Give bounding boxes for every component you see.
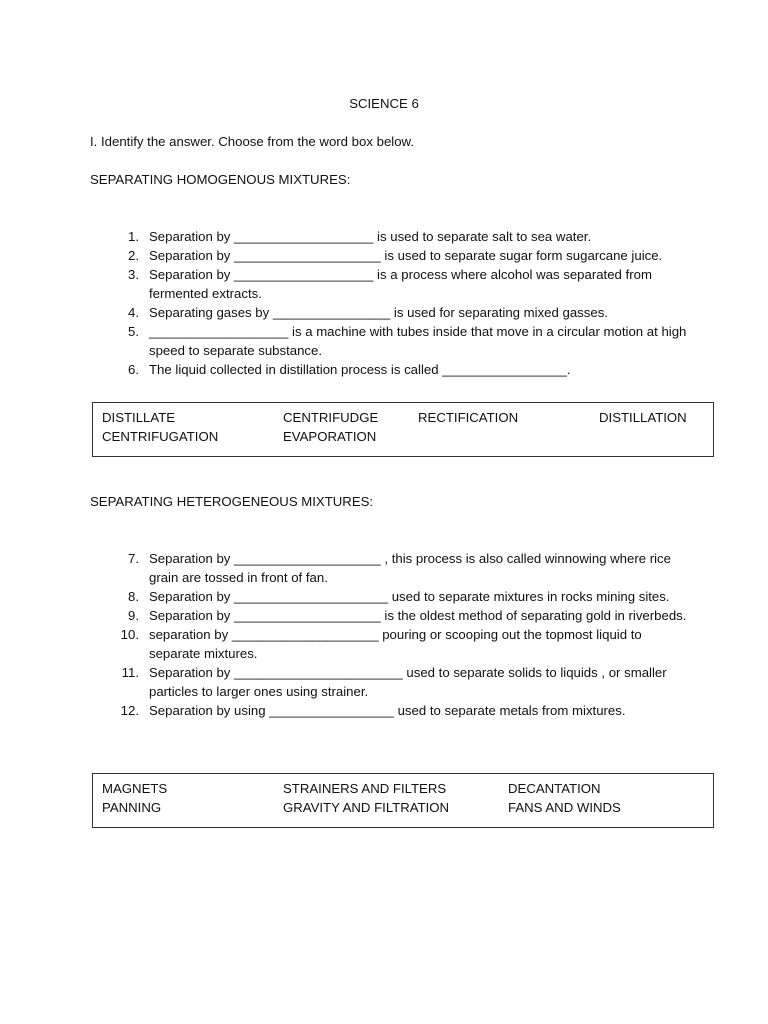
question-text: Separation by ___________________ is a process where alcohol was separated from fermented extracts.: [149, 267, 652, 301]
word-box-item: MAGNETS: [102, 781, 168, 796]
word-box-item: RECTIFICATION: [418, 410, 519, 425]
question-number: 10.: [120, 627, 139, 642]
question-item: [100, 322, 700, 360]
question-list-heterogeneous: [100, 549, 700, 720]
word-box-item: DISTILLATION: [599, 410, 687, 425]
question-item: [100, 625, 700, 663]
section-heading-heterogeneous: SEPARATING HETEROGENEOUS MIXTURES:: [90, 494, 374, 509]
word-box-item: PANNING: [102, 800, 162, 815]
word-box-item: GRAVITY AND FILTRATION: [283, 800, 450, 815]
question-number: 6.: [128, 362, 139, 377]
question-item: [100, 246, 700, 265]
question-number: 3.: [128, 267, 139, 282]
word-box-item: CENTRIFUGATION: [102, 429, 219, 444]
question-item: [100, 303, 700, 322]
section-heading-homogenous: SEPARATING HOMOGENOUS MIXTURES:: [90, 172, 351, 187]
question-text: Separation by _______________________ used to separate solids to liquids , or smaller particles to larger ones using strainer.: [149, 665, 667, 699]
question-item: [100, 663, 700, 701]
word-box-item: CENTRIFUDGE: [283, 410, 379, 425]
question-text: Separation by using _________________ used to separate metals from mixtures.: [149, 703, 626, 718]
question-item: [100, 227, 700, 246]
question-item: [100, 606, 700, 625]
question-number: 1.: [128, 229, 139, 244]
word-box-item: EVAPORATION: [283, 429, 377, 444]
question-text: ___________________ is a machine with tubes inside that move in a circular motion at high speed to separate substance.: [149, 324, 687, 358]
question-text: Separation by ____________________ , this process is also called winnowing where rice grain are tossed in front of fan.: [149, 551, 671, 585]
word-box-homogenous: [92, 402, 714, 457]
question-item: [100, 265, 700, 303]
question-number: 12.: [120, 703, 139, 718]
question-item: [100, 360, 700, 379]
question-item: [100, 701, 700, 720]
question-number: 9.: [128, 608, 139, 623]
word-box-item: DISTILLATE: [102, 410, 176, 425]
page-title: SCIENCE 6: [349, 96, 419, 111]
question-list-homogenous: [100, 227, 700, 379]
question-text: Separation by ____________________ is the oldest method of separating gold in riverbeds.: [149, 608, 687, 623]
question-text: separation by ____________________ pouring or scooping out the topmost liquid to separate mixtures.: [149, 627, 642, 661]
word-box-item: STRAINERS AND FILTERS: [283, 781, 447, 796]
question-item: [100, 549, 700, 587]
word-box-item: FANS AND WINDS: [508, 800, 621, 815]
question-number: 11.: [121, 665, 139, 680]
question-number: 2.: [128, 248, 139, 263]
question-number: 7.: [128, 551, 139, 566]
question-text: Separation by ___________________ is used to separate salt to sea water.: [149, 229, 592, 244]
question-text: Separating gases by ________________ is used for separating mixed gasses.: [149, 305, 608, 320]
instruction-text: I. Identify the answer. Choose from the word box below.: [90, 134, 415, 149]
question-number: 4.: [128, 305, 139, 320]
question-item: [100, 587, 700, 606]
word-box-item: DECANTATION: [508, 781, 601, 796]
word-box-heterogeneous: [92, 773, 714, 828]
question-text: Separation by ____________________ is used to separate sugar form sugarcane juice.: [149, 248, 663, 263]
question-number: 5.: [128, 324, 139, 339]
question-text: Separation by _____________________ used to separate mixtures in rocks mining sites.: [149, 589, 670, 604]
question-number: 8.: [128, 589, 139, 604]
question-text: The liquid collected in distillation process is called _________________.: [149, 362, 571, 377]
